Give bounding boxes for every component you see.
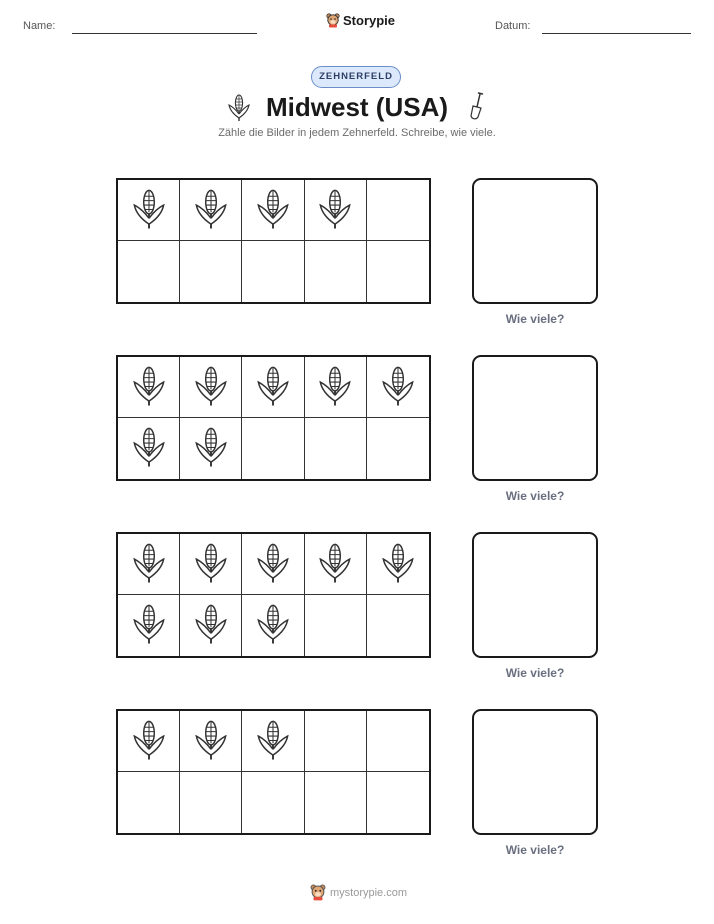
ten-frame-cell	[242, 711, 304, 772]
date-line[interactable]	[542, 33, 691, 34]
corn-icon	[380, 540, 416, 589]
answer-label-3: Wie viele?	[505, 666, 565, 680]
instructions: Zähle die Bilder in jedem Zehnerfeld. Schreibe, wie viele.	[218, 127, 496, 139]
ten-frame-cell	[180, 534, 242, 595]
ten-frame-cell	[305, 357, 367, 418]
name-line[interactable]	[72, 33, 257, 34]
brand-name: Storypie	[343, 13, 396, 28]
ten-frame-cell	[305, 418, 367, 479]
ten-frame-cell	[118, 418, 180, 479]
answer-box-1[interactable]	[472, 178, 598, 304]
answer-label-1: Wie viele?	[505, 312, 565, 326]
corn-icon	[380, 363, 416, 412]
corn-icon	[255, 717, 291, 766]
ten-frame-cell	[242, 772, 304, 833]
ten-frame-cell	[118, 241, 180, 302]
footer	[310, 884, 407, 901]
ten-frame-cell	[180, 241, 242, 302]
ten-frame-cell	[367, 534, 429, 595]
answer-label-4: Wie viele?	[505, 843, 565, 857]
corn-icon	[317, 363, 353, 412]
ten-frame-cell	[305, 534, 367, 595]
corn-icon	[193, 186, 229, 235]
ten-frame-cell	[180, 418, 242, 479]
corn-icon	[255, 601, 291, 650]
ten-frame-cell	[367, 357, 429, 418]
ten-frame-cell	[180, 357, 242, 418]
corn-icon	[193, 601, 229, 650]
ten-frame-cell	[180, 711, 242, 772]
ten-frame-4	[116, 709, 431, 835]
ten-frame-cell	[305, 595, 367, 656]
corn-icon	[255, 540, 291, 589]
date-label: Datum:	[495, 20, 531, 32]
ten-frame-cell	[305, 711, 367, 772]
answer-box-4[interactable]	[472, 709, 598, 835]
bear-mascot-icon	[326, 13, 340, 28]
ten-frame-2	[116, 355, 431, 481]
answer-box-3[interactable]	[472, 532, 598, 658]
bear-mascot-icon	[310, 884, 326, 901]
ten-frame-cell	[118, 772, 180, 833]
ten-frame-cell	[242, 357, 304, 418]
corn-icon	[131, 363, 167, 412]
ten-frame-cell	[180, 595, 242, 656]
ten-frame-cell	[180, 180, 242, 241]
corn-icon	[255, 186, 291, 235]
ten-frame-cell	[242, 180, 304, 241]
ten-frame-1	[116, 178, 431, 304]
name-label: Name:	[23, 20, 56, 32]
ten-frame-cell	[118, 357, 180, 418]
corn-icon	[317, 540, 353, 589]
corn-icon	[131, 540, 167, 589]
corn-icon	[131, 186, 167, 235]
shovel-icon	[464, 92, 488, 122]
ten-frame-cell	[367, 711, 429, 772]
brand-logo	[326, 13, 395, 28]
corn-icon	[193, 717, 229, 766]
ten-frame-cell	[367, 418, 429, 479]
answer-box-2[interactable]	[472, 355, 598, 481]
corn-icon	[193, 424, 229, 473]
ten-frame-cell	[242, 595, 304, 656]
ten-frame-cell	[305, 180, 367, 241]
ten-frame-cell	[305, 241, 367, 302]
ten-frame-cell	[118, 534, 180, 595]
ten-frame-cell	[367, 595, 429, 656]
corn-icon	[255, 363, 291, 412]
ten-frame-cell	[367, 180, 429, 241]
ten-frame-cell	[242, 534, 304, 595]
corn-icon	[131, 601, 167, 650]
ten-frame-cell	[118, 595, 180, 656]
ten-frame-cell	[118, 711, 180, 772]
ten-frame-cell	[367, 241, 429, 302]
ten-frame-cell	[367, 772, 429, 833]
ten-frame-cell	[305, 772, 367, 833]
corn-icon	[131, 717, 167, 766]
corn-icon	[317, 186, 353, 235]
ten-frame-cell	[180, 772, 242, 833]
corn-icon	[193, 363, 229, 412]
ten-frame-cell	[118, 180, 180, 241]
ten-frame-cell	[242, 241, 304, 302]
ten-frame-3	[116, 532, 431, 658]
corn-icon	[131, 424, 167, 473]
answer-label-2: Wie viele?	[505, 489, 565, 503]
ten-frame-cell	[242, 418, 304, 479]
corn-icon	[193, 540, 229, 589]
footer-url: mystorypie.com	[330, 886, 408, 899]
worksheet-type-badge: ZEHNERFELD	[311, 66, 401, 88]
page-title: Midwest (USA)	[266, 92, 448, 122]
